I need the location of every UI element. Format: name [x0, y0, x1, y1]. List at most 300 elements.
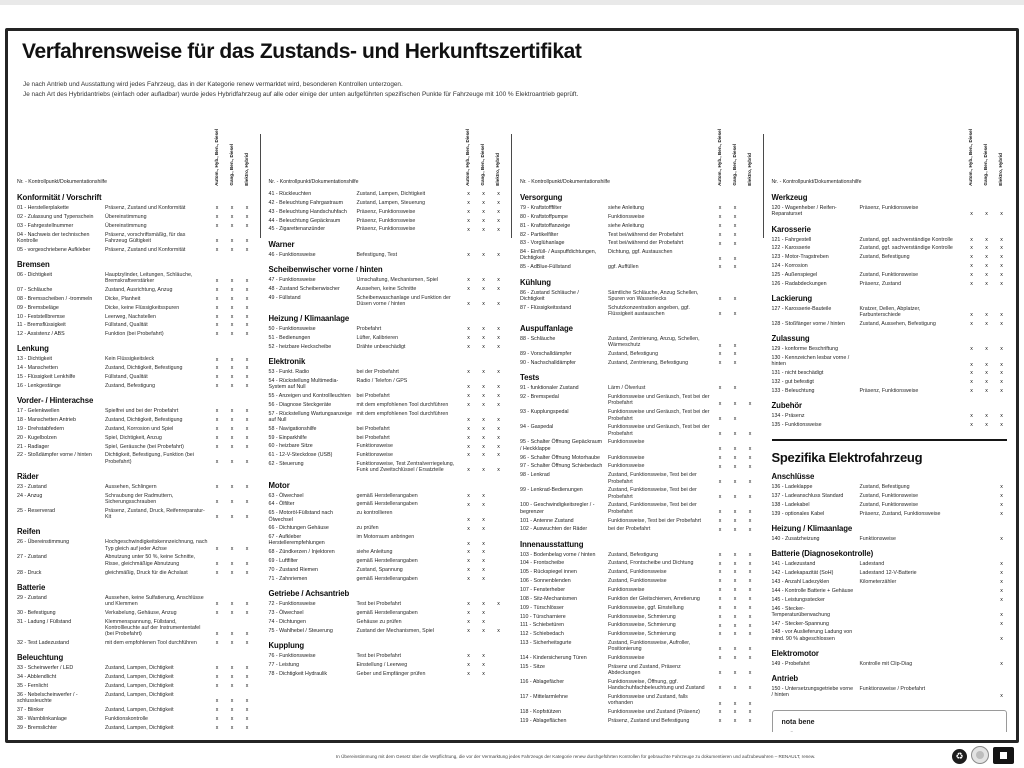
item-mark: x — [748, 595, 752, 602]
item-mark: x — [718, 655, 722, 662]
recycling-icon: ♻ — [952, 749, 967, 764]
item-doc: Funktionsweise — [356, 452, 394, 459]
item-mark: x — [1000, 661, 1003, 668]
item-label: 56 - Diagnose Steckgeräte — [268, 401, 332, 408]
item-label: 12 - Assistenz / ABS — [17, 331, 65, 338]
item-mark: x — [970, 245, 973, 252]
item-label: 144 - Kontrolle Batterie + Gehäuse — [771, 587, 854, 594]
item-mark: x — [215, 715, 219, 722]
item-label: 69 - Luftfilter — [268, 558, 298, 565]
item-mark: x — [718, 222, 722, 229]
table-column-4 — [772, 112, 1008, 732]
item-mark: x — [215, 665, 219, 672]
item-label: 49 - Füllstand — [268, 294, 301, 301]
item-label: 60 - heizbare Sitze — [268, 443, 313, 450]
item-label: 120 - Wagenheber / Reifen-Reparaturset — [771, 205, 837, 218]
section-batterie-diagnosekontrolle — [772, 549, 1008, 642]
item-mark: x — [1000, 254, 1003, 261]
checklist-row — [17, 232, 253, 245]
item-label: 70 - Zustand Riemen — [268, 567, 318, 573]
checklist-row — [772, 536, 1008, 542]
section-heizung-klimaanlage — [772, 524, 1008, 542]
checklist-row — [520, 223, 756, 229]
item-mark: x — [230, 499, 234, 506]
column-header-label: Nr. - Kontrollpunkt/Dokumentationshilfe — [771, 179, 862, 185]
item-mark: x — [733, 551, 737, 558]
section-title: Zubehör — [771, 401, 802, 411]
item-label: 84 - Einfüll- / Auspuffdichtungen, Dichtigkeit — [520, 249, 597, 262]
item-label: 86 - Zustand Schläuche / Dichtigkeit — [520, 289, 579, 302]
checklist-row — [17, 554, 253, 567]
item-mark: x — [245, 434, 249, 441]
checklist-row — [772, 272, 1008, 278]
item-doc: Test bei Probefahrt — [356, 652, 401, 659]
checklist-row — [17, 452, 253, 465]
item-mark: x — [215, 631, 219, 638]
item-doc: Test bei/während der Probefahrt — [608, 240, 684, 247]
item-mark: x — [497, 369, 500, 376]
checklist-row — [520, 596, 756, 602]
checklist-row — [269, 443, 505, 449]
item-doc: Übereinstimmung — [105, 213, 147, 220]
item-mark: x — [230, 484, 234, 491]
item-doc: im Motorraum anbringen — [356, 534, 415, 541]
checklist-row — [17, 365, 253, 371]
item-mark: x — [1000, 579, 1003, 586]
checklist-row — [17, 444, 253, 450]
checklist-row — [269, 452, 505, 458]
checklist-row — [520, 360, 756, 366]
checklist-row — [269, 501, 505, 507]
item-mark: x — [748, 400, 752, 407]
item-mark: x — [482, 601, 485, 608]
section-untitled — [269, 191, 505, 233]
checklist-row — [17, 610, 253, 616]
item-mark: x — [497, 300, 500, 307]
item-mark: x — [467, 610, 470, 617]
checklist-row — [520, 526, 756, 532]
item-label: 11 - Bremsflüssigkeit — [17, 322, 66, 329]
item-mark: x — [215, 674, 219, 681]
item-label: 77 - Leistung — [268, 661, 300, 668]
item-doc: Ladestand — [859, 561, 885, 568]
item-mark: x — [482, 208, 485, 215]
item-doc: Funktionsweise und Zustand (Präsenz) — [608, 709, 700, 716]
item-doc: gemäß Herstellerangaben — [356, 492, 418, 499]
item-doc: Zustand, Zentrierung, Befestigung — [608, 360, 689, 367]
item-doc: Scheibenwaschanlage und Funktion der Düsen vorne / hinten — [356, 294, 451, 307]
item-label: 74 - Dichtungen — [268, 618, 306, 625]
item-mark: x — [245, 365, 249, 372]
item-label: 142 - Ladekapazität (SoH) — [771, 570, 834, 577]
item-label: 128 - Stoßfänger vorne / hinten — [771, 321, 845, 328]
section-zubehör — [772, 401, 1008, 428]
item-mark: x — [482, 627, 485, 634]
checklist-row — [269, 369, 505, 375]
item-label: 51 - Bedienungen — [268, 334, 311, 341]
checklist-row — [17, 716, 253, 722]
checklist-row — [772, 588, 1008, 594]
item-label: 35 - Fernlicht — [17, 683, 48, 690]
item-mark: x — [467, 540, 470, 547]
item-mark: x — [733, 670, 737, 677]
checklist-row — [17, 508, 253, 521]
footer-fine-print: In Übereinstimmung mit dem Gesetz über die Verpflichtung, die vor der Vermarktung jedes Fahrzeugs der Kategorie renew durchgeführten Kontrollen für gebrauchte Fahrzeuge zu dokumentieren und aufzubewahren – RENAULT, renew. — [336, 754, 816, 759]
item-label: 62 - Steuerung — [268, 461, 304, 468]
item-mark: x — [245, 683, 249, 690]
item-mark: x — [215, 683, 219, 690]
item-mark: x — [215, 246, 219, 253]
item-label: 97 - Schalter Öffnung Schiebedach — [520, 463, 603, 470]
checklist-row — [520, 385, 756, 391]
item-mark: x — [497, 251, 500, 258]
item-doc: gemäß Herstellerangaben — [356, 609, 418, 616]
item-label: 30 - Befestigung — [17, 609, 56, 616]
checklist-row — [520, 305, 756, 318]
item-mark: x — [718, 430, 722, 437]
checklist-row — [520, 552, 756, 558]
item-mark: x — [718, 415, 722, 422]
item-mark: x — [1000, 493, 1003, 500]
item-mark: x — [718, 709, 722, 716]
item-doc: Zustand, Lampen, Dichtigkeit — [105, 665, 174, 672]
item-doc: Kratzer, Dellen, Abplatzer, Farbunterschiede — [859, 305, 921, 319]
checklist-row — [520, 240, 756, 246]
item-mark: x — [245, 304, 249, 311]
item-label: 124 - Korrosion — [771, 263, 808, 270]
item-label: 04 - Nachweis der technischen Kontrolle — [17, 231, 90, 244]
item-mark: x — [482, 567, 485, 574]
item-mark: x — [230, 408, 234, 415]
item-mark: x — [985, 280, 988, 287]
item-doc: Präsenz, Funktionsweise — [356, 217, 416, 224]
section-title: Warner — [268, 239, 295, 249]
item-mark: x — [718, 551, 722, 558]
item-mark: x — [245, 601, 249, 608]
item-mark: x — [970, 422, 973, 429]
section-title: Zulassung — [771, 334, 810, 344]
item-mark: x — [482, 326, 485, 333]
checklist-row — [520, 336, 756, 349]
section-title: Anschlüsse — [771, 472, 815, 482]
section-auspuffanlage — [520, 324, 756, 366]
item-label: 125 - Außenspiegel — [771, 271, 818, 278]
item-mark: x — [718, 385, 722, 392]
item-label: 85 - AdBlue-Füllstand — [520, 264, 571, 271]
item-doc: Dichtigkeit, Befestigung, Funktion (bei Probefahrt) — [105, 452, 194, 465]
mark-column-header-2: Gang., Ben., Diesel — [228, 144, 234, 186]
item-label: 41 - Rückleuchten — [268, 191, 312, 197]
item-mark: x — [467, 401, 470, 408]
item-label: 92 - Bremspedal — [520, 394, 559, 401]
item-mark: x — [245, 374, 249, 381]
item-mark: x — [733, 400, 737, 407]
item-label: 101 - Antenne Zustand — [520, 517, 574, 524]
item-mark: x — [985, 312, 988, 319]
item-label: 25 - Reserverad — [17, 507, 55, 514]
item-doc: gemäß Herstellerangaben — [356, 501, 418, 508]
column-header — [520, 112, 756, 186]
item-label: 34 - Abblendlicht — [17, 674, 57, 681]
item-label: 79 - Kraftstofffilter — [520, 205, 562, 211]
item-mark: x — [482, 401, 485, 408]
checklist-row — [269, 295, 505, 308]
item-mark: x — [230, 707, 234, 714]
item-mark: x — [467, 567, 470, 574]
item-label: 15 - Flüssigkeit Lenkhilfe — [17, 374, 76, 381]
checklist-row — [269, 576, 505, 582]
item-mark: x — [748, 517, 752, 524]
item-label: 48 - Zustand Scheibenwischer — [268, 285, 340, 292]
checklist-row — [520, 709, 756, 715]
item-mark: x — [215, 356, 219, 363]
item-doc — [860, 422, 963, 428]
item-mark: x — [718, 454, 722, 461]
checklist-row — [17, 374, 253, 380]
item-label: 29 - Zustand — [17, 594, 47, 601]
item-mark: x — [718, 445, 722, 452]
item-mark: x — [733, 264, 737, 271]
item-mark: x — [985, 272, 988, 278]
item-mark: x — [245, 408, 249, 415]
page-title: Verfahrensweise für das Zustands- und Herkunftszertifikat — [22, 40, 582, 63]
item-label: 03 - Fahrgestellnummer — [17, 222, 74, 229]
item-mark: x — [215, 237, 219, 244]
item-mark: x — [215, 205, 219, 212]
item-label: 18 - Manschetten Antrieb — [17, 417, 76, 424]
checklist-row — [269, 426, 505, 432]
item-mark: x — [230, 724, 234, 731]
item-doc: Sämtliche Schläuche, Anzug Schellen, Spuren von Wasserlecks — [608, 289, 699, 302]
item-label: 27 - Zustand — [17, 554, 47, 561]
item-doc: Test bei Probefahrt — [356, 601, 401, 608]
item-mark: x — [1000, 321, 1003, 328]
item-mark: x — [245, 674, 249, 681]
table-column-1 — [17, 112, 253, 732]
item-mark: x — [497, 467, 500, 474]
item-mark: x — [1000, 635, 1003, 642]
item-doc: siehe Anleitung — [608, 205, 644, 211]
nota-bene-title: nota bene — [781, 718, 815, 726]
item-mark: x — [215, 295, 219, 302]
checklist-row — [17, 331, 253, 337]
checklist-row — [269, 510, 505, 523]
item-label: 54 - Rückstellung Multimedia-System auf Null — [268, 377, 339, 391]
item-label: 36 - Nebelscheinwerfer / -schlussleuchte — [17, 691, 78, 705]
item-mark: x — [748, 569, 752, 576]
item-doc: gemäß Herstellerangaben — [356, 575, 418, 582]
checklist-row — [772, 484, 1008, 490]
item-mark: x — [985, 211, 988, 218]
item-mark: x — [482, 300, 485, 307]
subtitle-line-1: Je nach Antrieb und Ausstattung wird jedes Fahrzeug, das in der Kategorie renew vermarktet wird, besonderen Kontrollen unterzogen. — [23, 81, 403, 88]
item-mark: x — [215, 569, 219, 576]
item-doc: Zustand, Funktionsweise — [859, 493, 919, 500]
item-label: 126 - Radabdeckungen — [771, 280, 827, 287]
item-mark: x — [215, 426, 219, 433]
item-mark: x — [985, 413, 988, 420]
section-beleuchtung — [17, 653, 253, 732]
item-mark: x — [215, 434, 219, 441]
item-label: 150 - Untersetzungsgetriebe vorne / hinten — [771, 686, 854, 699]
checklist-row — [520, 463, 756, 469]
item-mark: x — [733, 295, 737, 302]
item-label: 38 - Warnblinkanlage — [17, 715, 67, 722]
item-mark: x — [467, 467, 470, 474]
item-doc: Funktionsweise — [608, 439, 645, 446]
item-mark: x — [245, 569, 249, 576]
checklist-row — [772, 606, 1008, 619]
item-mark: x — [482, 191, 485, 198]
item-doc: Zustand, ggf. sachverständige Kontrolle — [859, 236, 953, 243]
checklist-row — [269, 402, 505, 408]
item-mark: x — [733, 700, 737, 707]
item-mark: x — [748, 526, 752, 533]
checklist-row — [520, 631, 756, 637]
item-doc: Abnutzung unter 50 %, keine Schnitte, Risse, gleichmäßige Abnutzung — [105, 554, 196, 567]
checklist-row — [772, 561, 1008, 567]
item-mark: x — [985, 254, 988, 261]
mark-column-header-2: Gang., Ben., Diesel — [731, 144, 737, 186]
item-doc: Hauptzylinder, Leitungen, Schläuche, Bremskraftverstärker — [105, 271, 193, 285]
item-doc: Befestigung, Test — [356, 251, 398, 258]
item-label: 80 - Kraftstoffpumpe — [520, 213, 568, 220]
item-mark: x — [497, 217, 500, 224]
checklist-row — [17, 314, 253, 320]
item-mark: x — [733, 311, 737, 318]
item-doc: gemäß Herstellerangaben — [356, 558, 418, 565]
item-mark: x — [245, 205, 249, 212]
mark-column-header-1: Autom., Hyb., Ben., Diesel — [213, 129, 219, 186]
item-label: 136 - Ladeklappe — [771, 484, 813, 491]
item-mark: x — [230, 434, 234, 441]
checklist-row — [269, 610, 505, 616]
bullet-dash — [782, 731, 790, 732]
item-mark: x — [718, 517, 722, 524]
item-mark: x — [467, 670, 470, 677]
item-mark: x — [970, 211, 973, 218]
item-doc: zu kontrollieren — [356, 510, 393, 517]
item-mark: x — [1000, 236, 1003, 243]
item-mark: x — [215, 443, 219, 450]
item-doc: Verkabelung, Gehäuse, Anzug — [105, 609, 177, 616]
item-doc: Zustand, Befestigung — [608, 551, 659, 558]
item-mark: x — [1000, 561, 1003, 568]
checklist-row — [17, 383, 253, 389]
item-mark: x — [748, 478, 752, 485]
item-label: 98 - Lenkrad — [520, 472, 550, 479]
item-doc: Funktionsweise — [859, 536, 897, 543]
item-mark: x — [467, 425, 470, 432]
item-mark: x — [215, 724, 219, 731]
item-doc: Funktionsweise, Schmierung — [608, 622, 676, 629]
checklist-row — [269, 326, 505, 332]
checklist-row — [772, 205, 1008, 218]
mark-column-header-3: Elektro, Hybrid — [495, 153, 501, 186]
item-mark: x — [245, 426, 249, 433]
item-label: 103 - Bodenbelag vorne / hinten — [520, 551, 596, 558]
section-lenkung — [17, 344, 253, 389]
checklist-row — [17, 570, 253, 576]
nota-bene-bullet — [782, 731, 998, 732]
item-mark: x — [482, 343, 485, 350]
item-mark: x — [1000, 570, 1003, 577]
item-mark: x — [482, 653, 485, 659]
item-mark: x — [467, 384, 470, 391]
item-mark: x — [1000, 510, 1003, 517]
item-doc — [860, 413, 963, 419]
checklist-row — [269, 393, 505, 399]
checklist-row — [520, 664, 756, 677]
item-doc: Schraubung der Radmuttern, Sicherungsschrauben — [105, 492, 174, 506]
item-mark: x — [733, 646, 737, 653]
item-mark: x — [230, 545, 234, 552]
item-mark: x — [748, 560, 752, 567]
item-mark: x — [230, 356, 234, 363]
checklist-row — [772, 346, 1008, 352]
item-mark: x — [733, 587, 737, 594]
bullet-text — [790, 731, 998, 732]
item-label: 32 - Test Ladezustand — [17, 640, 70, 647]
item-mark: x — [970, 263, 973, 270]
item-mark: x — [215, 514, 219, 521]
item-label: 121 - Fahrgestell — [771, 236, 812, 243]
item-mark: x — [497, 208, 500, 215]
item-mark: x — [1000, 502, 1003, 509]
item-mark: x — [215, 458, 219, 465]
item-mark: x — [482, 335, 485, 342]
item-mark: x — [467, 601, 470, 608]
item-mark: x — [245, 213, 249, 220]
item-mark: x — [245, 295, 249, 302]
checklist-row — [269, 191, 505, 197]
item-label: 16 - Lenkgestänge — [17, 382, 61, 389]
item-mark: x — [215, 304, 219, 311]
item-label: 02 - Zulassung und Typenschein — [17, 213, 94, 220]
item-mark: x — [718, 295, 722, 302]
checklist-row — [269, 567, 505, 573]
item-doc: Übereinstimmung — [105, 222, 147, 229]
item-mark: x — [985, 236, 988, 243]
item-mark: x — [230, 365, 234, 372]
item-label: 71 - Zahnriemen — [268, 575, 308, 582]
item-mark: x — [245, 313, 249, 320]
item-mark: x — [215, 383, 219, 390]
item-mark: x — [718, 493, 722, 500]
item-doc: Präsenz, Zustand — [859, 280, 902, 287]
item-doc: Funktionsweise — [608, 213, 645, 220]
item-mark: x — [482, 661, 485, 668]
item-mark: x — [482, 217, 485, 224]
checklist-row — [772, 511, 1008, 517]
item-mark: x — [733, 709, 737, 716]
item-mark: x — [245, 458, 249, 465]
item-label: 21 - Radlager — [17, 443, 50, 450]
item-doc: Präsenz, Zustand, Funktionsweise — [859, 510, 941, 517]
item-mark: x — [497, 191, 500, 198]
item-label: 22 - Stoßdämpfer vorne / hinten — [17, 452, 92, 459]
item-doc: Dicke, keine Flüssigkeitsspuren — [105, 304, 180, 311]
item-doc: Spiel, Dichtigkeit, Anzug — [105, 434, 162, 441]
item-doc: Füllstand, Qualität — [105, 374, 148, 381]
item-mark: x — [733, 578, 737, 585]
item-doc: Dicke, Planheit — [105, 295, 141, 302]
item-mark: x — [718, 700, 722, 707]
item-mark: x — [215, 707, 219, 714]
item-doc: Klemmenspannung, Füllstand, Kontrollleuchte auf der Instrumententafel (bei Probefahrt) — [105, 618, 201, 638]
column-header-label: Nr. - Kontrollpunkt/Dokumentationshilfe — [17, 179, 107, 185]
item-mark: x — [230, 514, 234, 521]
